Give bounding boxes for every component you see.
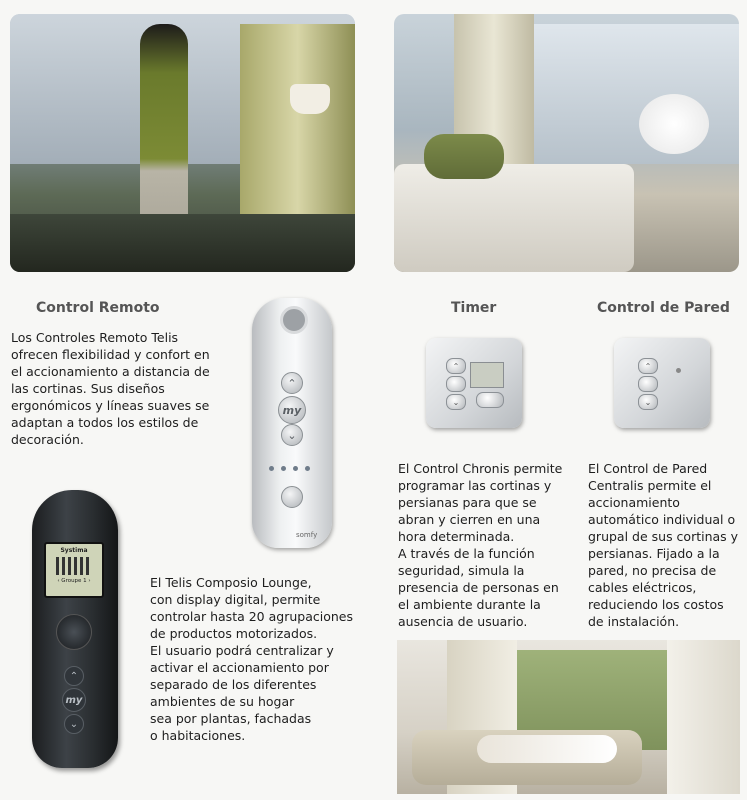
my-button-label: my xyxy=(278,396,306,424)
chevron-up-icon: ⌃ xyxy=(446,358,466,374)
timer-button xyxy=(476,392,504,408)
heading-control-de-pared: Control de Pared xyxy=(597,300,730,316)
chevron-down-icon: ⌄ xyxy=(446,394,466,410)
timer-display xyxy=(470,362,504,388)
chevron-down-icon: ⌄ xyxy=(281,424,303,446)
channel-led xyxy=(269,466,274,471)
chevron-down-icon: ⌄ xyxy=(638,394,658,410)
chronis-timer-image xyxy=(426,338,522,428)
chevron-down-icon: ⌄ xyxy=(64,714,84,734)
somfy-logo: somfy xyxy=(296,531,318,539)
stop-button xyxy=(638,376,658,392)
channel-led xyxy=(305,466,310,471)
text-timer: El Control Chronis permite programar las cortinas y persianas para que se abran y cierren en una hora determinada. A través de la función seguridad, simula la presencia de personas en el ambiente durante la ausencia de usuario. xyxy=(398,461,563,629)
display-title: Systima xyxy=(60,547,88,554)
select-button xyxy=(281,486,303,508)
text-control-de-pared: El Control de Pared Centralis permite el accionamiento automático individual o grupal de sus cortinas y persianas. Fijado a la pared, no precisa de cables eléctricos, reduciendo los costos de instalación. xyxy=(588,461,739,629)
centralis-wall-control-image xyxy=(614,338,710,428)
text-telis-composio: El Telis Composio Lounge, con display digital, permite controlar hasta 20 agrupaciones de productos motorizados. El usuario podrá centralizar y activar el accionamiento por separado de los diferentes ambientes de su hogar sea por plantas, fachadas o habitaciones. xyxy=(150,575,353,743)
telis-remote-image xyxy=(252,298,332,548)
indicator-dot xyxy=(676,368,681,373)
keyring-hole xyxy=(280,306,308,334)
remote-display xyxy=(44,542,104,598)
photo-woman-reclining xyxy=(397,640,740,794)
display-bars xyxy=(56,557,92,575)
chevron-up-icon: ⌃ xyxy=(281,372,303,394)
text-control-remoto: Los Controles Remoto Telis ofrecen flexibilidad y confort en el accionamiento a distancia de las cortinas. Sus diseños ergonómicos y líneas suaves se adaptan a todos los estilos de decoración. xyxy=(11,330,210,447)
stop-button xyxy=(446,376,466,392)
photo-woman-standing-with-remote xyxy=(10,14,355,272)
channel-led xyxy=(281,466,286,471)
heading-timer: Timer xyxy=(451,300,497,316)
channel-led xyxy=(293,466,298,471)
telis-composio-remote-image xyxy=(32,490,118,768)
chevron-up-icon: ⌃ xyxy=(64,666,84,686)
navigation-wheel xyxy=(56,614,92,650)
chevron-up-icon: ⌃ xyxy=(638,358,658,374)
heading-control-remoto: Control Remoto xyxy=(36,300,160,316)
my-button-label: my xyxy=(62,688,86,712)
display-group: ‹ Groupe 1 › xyxy=(57,578,91,584)
photo-woman-on-sofa xyxy=(394,14,739,272)
